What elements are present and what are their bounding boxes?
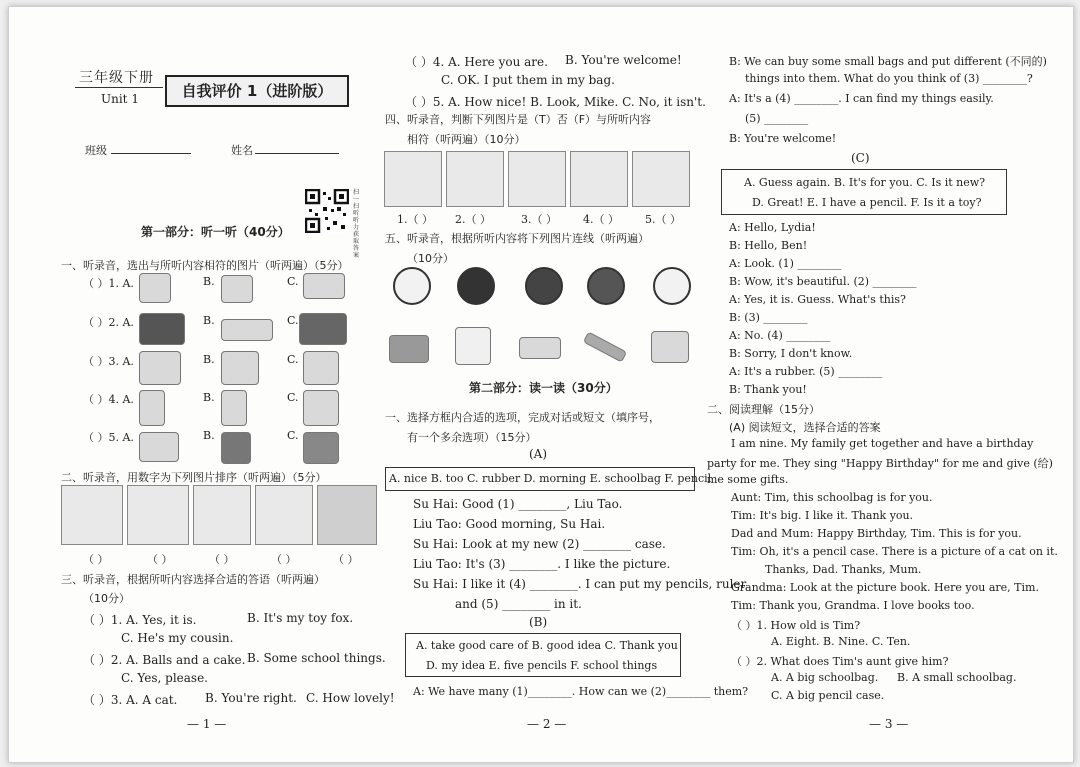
q1-option-b: B. It's my toy fox. bbox=[247, 611, 354, 625]
section5-heading: 五、听录音，根据所听内容将下列图片连线（听两遍） bbox=[385, 232, 649, 245]
s1-question-4: （ ）4. A. bbox=[83, 393, 134, 406]
girl-figure-image bbox=[303, 390, 339, 426]
dialogue-line: A: Hello, Lydia! bbox=[729, 221, 816, 234]
pencil-image bbox=[139, 313, 185, 345]
pencil-case-image bbox=[221, 319, 273, 341]
classroom-scene-image bbox=[317, 485, 377, 545]
q1-option-c: C. He's my cousin. bbox=[121, 631, 234, 645]
s1-question-2: （ ）2. A. bbox=[83, 316, 134, 329]
comprehension-q2-option-b: B. A small schoolbag. bbox=[897, 671, 1017, 684]
option-box-b-line2: D. my idea E. five pencils F. school things bbox=[426, 659, 658, 672]
page-title: 自我评价 1（进阶版） bbox=[165, 75, 349, 107]
class-blank[interactable] bbox=[111, 153, 191, 154]
pencil-case-image bbox=[384, 151, 442, 207]
section3-score: （10分） bbox=[83, 592, 130, 605]
section4-heading: 四、听录音，判断下列图片是（T）否（F）与所听内容 bbox=[385, 113, 652, 126]
boy-figure-image bbox=[139, 351, 181, 385]
pencil-sharpener-image bbox=[61, 485, 123, 545]
dialogue-line: Liu Tao: It's (3) ________. I like the picture. bbox=[413, 557, 671, 571]
girl-figure-image bbox=[221, 390, 247, 426]
s1-option-c: C. bbox=[287, 275, 299, 288]
ruler-image bbox=[583, 331, 627, 362]
section4-heading-cont: 相符（听两遍）（10分） bbox=[407, 133, 526, 146]
name-blank[interactable] bbox=[255, 153, 339, 154]
s1-option-c: C. bbox=[287, 429, 299, 442]
rubber-image bbox=[389, 335, 429, 363]
boy-at-desk-image bbox=[508, 151, 566, 207]
order-blank[interactable]: （ ） bbox=[147, 553, 173, 566]
option-box-a-text: A. nice B. too C. rubber D. morning E. schoolbag F. pencil bbox=[389, 472, 712, 485]
order-blank[interactable]: （ ） bbox=[271, 553, 297, 566]
q4-option-b: B. You're welcome! bbox=[565, 53, 682, 67]
q1-option-a: （ ）1. A. Yes, it is. bbox=[83, 613, 197, 627]
reading1-heading-cont: 有一个多余选项）（15分） bbox=[407, 431, 537, 444]
dialogue-line: B: We can buy some small bags and put different (不同的) bbox=[729, 55, 1047, 68]
dialogue-line: Su Hai: Look at my new (2) ________ case. bbox=[413, 537, 666, 551]
passage-line: Tim: Oh, it's a pencil case. There is a picture of a cat on it. bbox=[731, 545, 1058, 558]
unit-label: Unit 1 bbox=[101, 92, 139, 106]
passage-line: Aunt: Tim, this schoolbag is for you. bbox=[731, 491, 933, 504]
section3-heading: 三、听录音，根据所听内容选择合适的答语（听两遍） bbox=[61, 573, 325, 586]
section1-heading: 一、听录音，选出与所听内容相符的图片（听两遍）（5分） bbox=[61, 259, 349, 272]
comprehension-q2: （ ）2. What does Tim's aunt give him? bbox=[731, 655, 949, 668]
boy-figure-image bbox=[303, 351, 339, 385]
girl-face-icon bbox=[457, 267, 495, 305]
order-blank[interactable]: （ ） bbox=[209, 553, 235, 566]
q4-option-c: C. OK. I put them in my bag. bbox=[441, 73, 615, 87]
tf-blank-2[interactable]: 2.（ ） bbox=[455, 213, 491, 226]
passage-line: Thanks, Dad. Thanks, Mum. bbox=[765, 563, 922, 576]
option-box-b-line1: A. take good care of B. good idea C. Thank you bbox=[416, 639, 678, 652]
children-talking-image bbox=[255, 485, 313, 545]
passage-line: Tim: Thank you, Grandma. I love books too. bbox=[731, 599, 975, 612]
q3-option-c: C. How lovely! bbox=[306, 691, 395, 705]
schoolbag-image bbox=[221, 432, 251, 464]
s1-option-b: B. bbox=[203, 314, 215, 327]
option-box-c bbox=[721, 169, 1007, 215]
option-box-c-line1: A. Guess again. B. It's for you. C. Is it new? bbox=[744, 176, 986, 189]
qr-code-icon bbox=[305, 189, 349, 233]
order-blank[interactable]: （ ） bbox=[83, 553, 109, 566]
dialogue-line: A: No. (4) ________ bbox=[729, 329, 831, 342]
children-talking-image bbox=[446, 151, 504, 207]
boy-figure-image bbox=[193, 485, 251, 545]
dialogue-line: Liu Tao: Good morning, Su Hai. bbox=[413, 517, 606, 531]
s1-question-5: （ ）5. A. bbox=[83, 431, 134, 444]
dialogue-line: things into them. What do you think of (3) ________? bbox=[745, 72, 1033, 85]
boy-figure-image bbox=[221, 275, 253, 303]
passage-line: Grandma: Look at the picture book. Here you are, Tim. bbox=[731, 581, 1039, 594]
s1-option-b: B. bbox=[203, 429, 215, 442]
dialogue-line: A: We have many (1)________. How can we (2)________ them? bbox=[413, 685, 749, 698]
page-number: — 2 — bbox=[527, 717, 567, 731]
dialogue-line: and (5) ________ in it. bbox=[455, 597, 582, 611]
dialogue-line: A: Yes, it is. Guess. What's this? bbox=[729, 293, 906, 306]
section-c-label: (C) bbox=[851, 151, 870, 165]
two-boys-image bbox=[632, 151, 690, 207]
passage-line: Tim: It's big. I like it. Thank you. bbox=[731, 509, 914, 522]
dialogue-line: A: It's a (4) ________. I can find my things easily. bbox=[729, 92, 994, 105]
three-children-image bbox=[570, 151, 628, 207]
passage-line: party for me. They sing "Happy Birthday" for me and give (给) bbox=[707, 457, 1053, 470]
option-box-a bbox=[385, 467, 712, 491]
section-a-label: (A) bbox=[529, 447, 548, 461]
book-image bbox=[139, 432, 179, 462]
dialogue-line: Su Hai: Good (1) ________, Liu Tao. bbox=[413, 497, 623, 511]
boy-figure-image bbox=[139, 273, 171, 303]
q2-option-b: B. Some school things. bbox=[247, 651, 386, 665]
part2-heading: 第二部分：读一读（30分） bbox=[469, 381, 618, 395]
passage-line: I am nine. My family get together and have a birthday bbox=[731, 437, 1034, 450]
reading2-heading: 二、阅读理解（15分） bbox=[707, 403, 820, 416]
dialogue-line: A: It's a rubber. (5) ________ bbox=[729, 365, 883, 378]
reading1-heading: 一、选择方框内合适的选项，完成对话或短文（填序号， bbox=[385, 411, 660, 424]
tf-blank-1[interactable]: 1.（ ） bbox=[397, 213, 433, 226]
option-box-b bbox=[405, 633, 681, 677]
dialogue-line: B: Thank you! bbox=[729, 383, 807, 396]
girl-face-icon bbox=[587, 267, 625, 305]
s1-option-c: C. bbox=[287, 314, 299, 327]
book-image bbox=[651, 331, 689, 363]
boy-figure-image bbox=[221, 351, 259, 385]
passage-line: Dad and Mum: Happy Birthday, Tim. This is for you. bbox=[731, 527, 1022, 540]
divider bbox=[75, 87, 163, 88]
dialogue-line: B: Wow, it's beautiful. (2) ________ bbox=[729, 275, 917, 288]
comprehension-q1: （ ）1. How old is Tim? bbox=[731, 619, 861, 632]
s1-option-b: B. bbox=[203, 353, 215, 366]
page-number: — 3 — bbox=[869, 717, 909, 731]
dialogue-line: (5) ________ bbox=[745, 112, 809, 125]
s1-option-b: B. bbox=[203, 391, 215, 404]
qr-caption: 扫一扫 听听力 获取答案 bbox=[353, 189, 360, 259]
s1-option-c: C. bbox=[287, 391, 299, 404]
pencil-case-image bbox=[519, 337, 561, 359]
section5-score: （10分） bbox=[407, 252, 454, 265]
dialogue-line: B: Sorry, I don't know. bbox=[729, 347, 853, 360]
section2-heading: 二、听录音，用数字为下列图片排序（听两遍）（5分） bbox=[61, 471, 327, 484]
boy-face-icon bbox=[653, 267, 691, 305]
boy-figure-image bbox=[303, 273, 345, 299]
s1-question-1: （ ）1. A. bbox=[83, 277, 134, 290]
pen-image bbox=[299, 313, 347, 345]
part1-heading: 第一部分：听一听（40分） bbox=[141, 225, 290, 239]
rubber-image bbox=[303, 432, 339, 464]
class-label: 班级 bbox=[85, 144, 107, 157]
girl-face-icon bbox=[525, 267, 563, 305]
comprehension-q2-option-a: A. A big schoolbag. bbox=[771, 671, 879, 684]
q2-option-c: C. Yes, please. bbox=[121, 671, 208, 685]
dialogue-line: Su Hai: I like it (4) ________. I can put my pencils, ruler bbox=[413, 577, 747, 591]
tf-blank-4[interactable]: 4.（ ） bbox=[583, 213, 619, 226]
q3-option-a: （ ）3. A. A cat. bbox=[83, 693, 178, 707]
passage-line: me some gifts. bbox=[707, 473, 789, 486]
name-label: 姓名 bbox=[231, 144, 253, 157]
order-blank[interactable]: （ ） bbox=[333, 553, 359, 566]
s1-option-c: C. bbox=[287, 353, 299, 366]
girl-figure-image bbox=[139, 390, 165, 426]
dialogue-line: B: (3) ________ bbox=[729, 311, 808, 324]
boy-face-icon bbox=[393, 267, 431, 305]
q4-option-a: （ ）4. A. Here you are. bbox=[405, 55, 548, 69]
dialogue-line: B: Hello, Ben! bbox=[729, 239, 808, 252]
s1-option-b: B. bbox=[203, 275, 215, 288]
reading2a-heading: (A) 阅读短文，选择合适的答案 bbox=[729, 421, 881, 434]
q3-option-b: B. You're right. bbox=[205, 691, 297, 705]
tf-blank-5[interactable]: 5.（ ） bbox=[645, 213, 681, 226]
option-box-c-line2: D. Great! E. I have a pencil. F. Is it a toy? bbox=[752, 196, 982, 209]
dialogue-line: A: Look. (1) ________ bbox=[729, 257, 842, 270]
comprehension-q1-options: A. Eight. B. Nine. C. Ten. bbox=[771, 635, 911, 648]
cat-image bbox=[455, 327, 491, 365]
page-number: — 1 — bbox=[187, 717, 227, 731]
q2-option-a: （ ）2. A. Balls and a cake. bbox=[83, 653, 246, 667]
pencil-case-image bbox=[127, 485, 189, 545]
q5-options: （ ）5. A. How nice! B. Look, Mike. C. No, it isn't. bbox=[405, 95, 706, 109]
exam-sheet bbox=[8, 6, 1074, 763]
dialogue-line: B: You're welcome! bbox=[729, 132, 837, 145]
comprehension-q2-option-c: C. A big pencil case. bbox=[771, 689, 885, 702]
section-b-label: (B) bbox=[529, 615, 548, 629]
grade-label: 三年级下册 bbox=[79, 70, 154, 86]
s1-question-3: （ ）3. A. bbox=[83, 355, 134, 368]
tf-blank-3[interactable]: 3.（ ） bbox=[521, 213, 557, 226]
